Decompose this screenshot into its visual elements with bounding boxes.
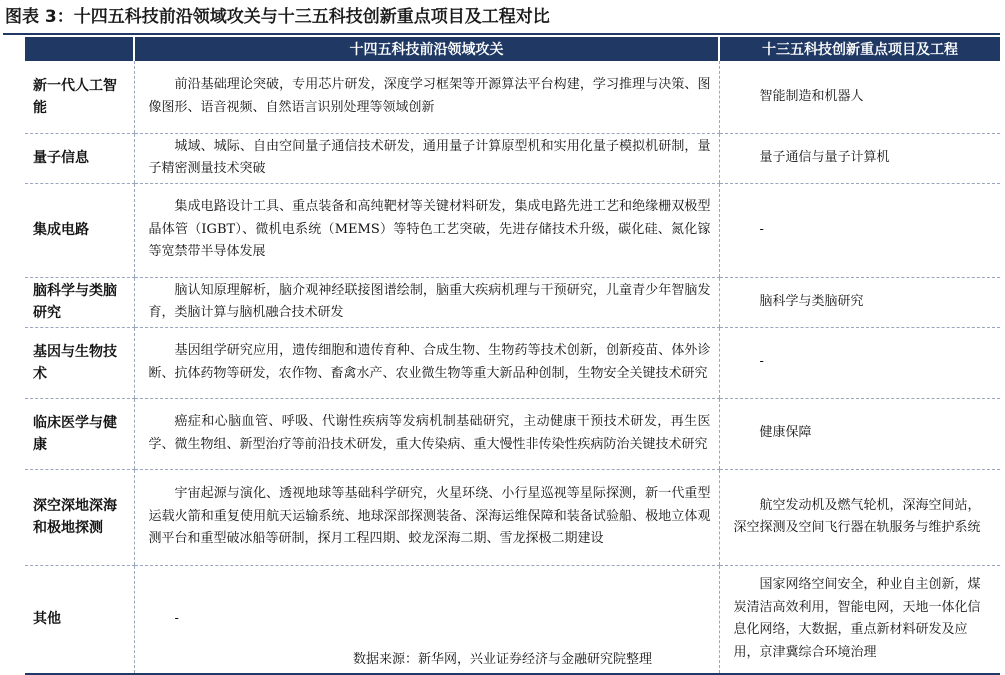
row-plan13: 智能制造和机器人 <box>719 61 1000 133</box>
table-row <box>25 398 1000 469</box>
row-plan14: 前沿基础理论突破，专用芯片研发，深度学习框架等开源算法平台构建，学习推理与决策、图像图形、语音视频、自然语言识别处理等领域创新 <box>134 61 719 133</box>
row-plan13: - <box>719 327 1000 398</box>
row-field: 基因与生物技术 <box>25 327 134 398</box>
row-field: 深空深地深海和极地探测 <box>25 469 134 565</box>
row-field: 脑科学与类脑研究 <box>25 277 134 327</box>
row-plan13: 航空发动机及燃气轮机，深海空间站，深空探测及空间飞行器在轨服务与维护系统 <box>719 469 1000 565</box>
table-row <box>25 469 1000 565</box>
header-plan14: 十四五科技前沿领域攻关 <box>134 37 719 61</box>
table-row <box>25 133 1000 183</box>
row-plan13: 量子通信与量子计算机 <box>719 133 1000 183</box>
table-row <box>25 61 1000 133</box>
row-plan13: 脑科学与类脑研究 <box>719 277 1000 327</box>
row-plan13: 国家网络空间安全，种业自主创新，煤炭清洁高效利用，智能电网，天地一体化信息化网络，大数据，重点新材料研发及应用，京津冀综合环境治理 <box>719 565 1000 674</box>
header-row <box>25 37 1000 61</box>
row-plan13: - <box>719 183 1000 277</box>
row-plan14: - <box>134 565 719 674</box>
header-field <box>25 37 134 61</box>
figure-title: 图表 3：十四五科技前沿领域攻关与十三五科技创新重点项目及工程对比 <box>5 7 550 27</box>
header-plan13: 十三五科技创新重点项目及工程 <box>719 37 1000 61</box>
title-rule <box>3 33 1000 35</box>
row-field: 新一代人工智能 <box>25 61 134 133</box>
comparison-table <box>25 37 1000 675</box>
source-note: 数据来源：新华网，兴业证券经济与金融研究院整理 <box>352 652 652 667</box>
row-plan14: 癌症和心脑血管、呼吸、代谢性疾病等发病机制基础研究，主动健康干预技术研发，再生医学、微生物组、新型治疗等前沿技术研发，重大传染病、重大慢性非传染性疾病防治关键技术研究 <box>134 398 719 469</box>
row-field: 集成电路 <box>25 183 134 277</box>
row-plan14: 脑认知原理解析，脑介观神经联接图谱绘制，脑重大疾病机理与干预研究，儿童青少年智脑发育，类脑计算与脑机融合技术研发 <box>134 277 719 327</box>
row-field: 其他 <box>25 565 134 674</box>
table-row <box>25 277 1000 327</box>
row-plan14: 城域、城际、自由空间量子通信技术研发，通用量子计算原型机和实用化量子模拟机研制，量子精密测量技术突破 <box>134 133 719 183</box>
row-plan13: 健康保障 <box>719 398 1000 469</box>
table-row <box>25 327 1000 398</box>
row-field: 临床医学与健康 <box>25 398 134 469</box>
row-plan14: 基因组学研究应用，遗传细胞和遗传育种、合成生物、生物药等技术创新，创新疫苗、体外诊断、抗体药物等研发，农作物、畜禽水产、农业微生物等重大新品种创制，生物安全关键技术研究 <box>134 327 719 398</box>
row-plan14: 宇宙起源与演化、透视地球等基础科学研究，火星环绕、小行星巡视等星际探测，新一代重型运载火箭和重复使用航天运输系统、地球深部探测装备、深海运维保障和装备试验船、极地立体观测平台和重型破冰船等研制，探月工程四期、蛟龙深海二期、雪龙探极二期建设 <box>134 469 719 565</box>
row-field: 量子信息 <box>25 133 134 183</box>
table-row <box>25 183 1000 277</box>
row-plan14: 集成电路设计工具、重点装备和高纯靶材等关键材料研发，集成电路先进工艺和绝缘栅双极型晶体管（IGBT）、微机电系统（MEMS）等特色工艺突破，先进存储技术升级，碳化硅、氮化镓等宽禁带半导体发展 <box>134 183 719 277</box>
